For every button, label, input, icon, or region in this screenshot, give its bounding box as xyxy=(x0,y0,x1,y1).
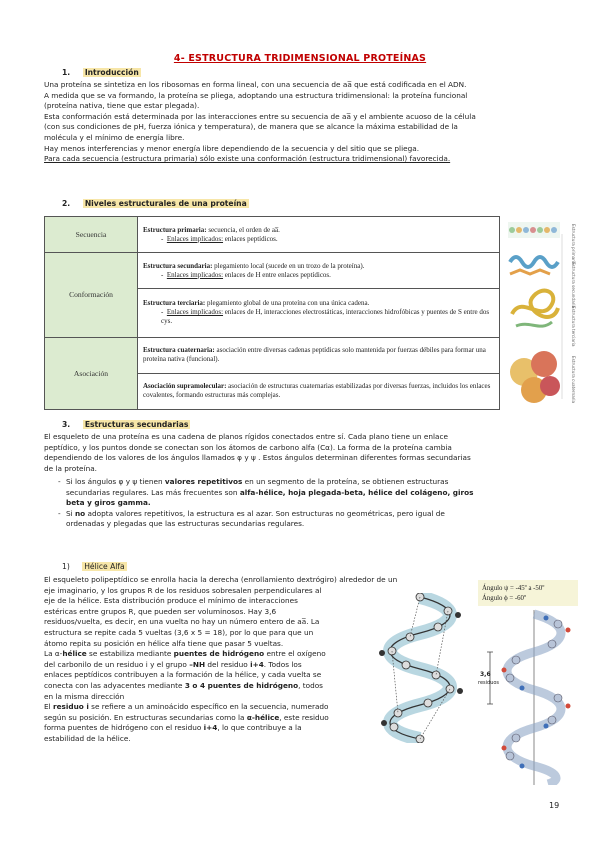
b: hélice xyxy=(62,649,87,659)
angle-phi: Ángulo ϕ = -60º xyxy=(482,595,527,602)
side-label-tertiary: Estructura terciaria xyxy=(571,306,576,347)
supra-term: Asociación supramolecular: xyxy=(143,382,227,391)
bullet-2-text: Si xyxy=(66,508,75,518)
quaternary-complex-image xyxy=(510,351,560,403)
paragraph-line: molécula y el mínimo de energía libre. xyxy=(44,132,185,142)
paragraph-line: peptídico, y los puntos donde se conectan son los átomos de carbono alfa (Cα). La forma de la proteína cambia xyxy=(44,442,452,452)
t: conecta con las adyacentes mediante xyxy=(44,680,185,690)
side-label-primary: Estructura primaria xyxy=(571,224,576,265)
bullet-1-text-end: en un segmento de la proteína, se obtienen estructuras xyxy=(242,477,449,486)
section-2-number: 2. xyxy=(62,199,71,208)
side-label-quaternary: Estructura cuaternaria xyxy=(571,356,576,404)
terciaria-term: Estructura terciaria: xyxy=(143,299,206,308)
paragraph-line: Esta conformación está determinada por las interacciones entre su secuencia de aa̅ y el ambiente acuoso de la célula xyxy=(44,111,476,121)
bullet-list xyxy=(58,477,474,530)
secundaria-links-label: Enlaces implicados: xyxy=(166,270,224,279)
t: del carbonilo de un residuo i y el grupo xyxy=(44,659,190,669)
terciaria-links-label: Enlaces implicados: xyxy=(166,308,224,317)
label-asociacion: Asociación xyxy=(45,337,138,409)
alpha-helix-ball-stick-image xyxy=(370,593,470,743)
b: α-hélice xyxy=(246,712,280,722)
section-3-body xyxy=(44,432,564,474)
primaria-text: secuencia, el orden de aa̅. xyxy=(206,225,280,234)
t: según su posición. En estructuras secundarias como la xyxy=(44,712,247,722)
t: , lo que contribuye a la xyxy=(217,723,302,733)
t: forma puentes de hidrógeno con el residuo xyxy=(44,723,204,733)
b: i+4 xyxy=(203,723,218,733)
side-label-secondary: Estructura secundaria xyxy=(571,262,576,309)
paragraph-line: eje de la hélice. Esta distribución produce el mínimo de interacciones xyxy=(44,596,298,606)
bullet-2-bold: no xyxy=(74,508,86,518)
tertiary-fold-image xyxy=(512,291,558,327)
section-2-heading xyxy=(62,199,249,208)
paragraph-line: eje imaginario, y los grupos R de los residuos sobresalen perpendiculares al xyxy=(44,585,322,595)
bullet-1-l3-bold: beta y giros gamma. xyxy=(66,498,151,508)
t: La α- xyxy=(44,649,63,659)
secondary-helix-image xyxy=(510,257,558,274)
secundaria-links: enlaces de H entre enlaces peptídicos. xyxy=(223,270,331,279)
t: . Todos los xyxy=(263,659,302,669)
page-number: 19 xyxy=(549,801,560,810)
paragraph-line: en la misma dirección xyxy=(44,691,125,701)
primary-chain-image xyxy=(508,222,560,238)
terciaria-text: plegamiento global de una proteína con una única cadena. xyxy=(205,299,370,308)
section-3-number: 3. xyxy=(62,420,71,429)
bullet-1-l2-bold: alfa-hélice, hoja plegada-beta, hélice del colágeno, giros xyxy=(239,487,474,497)
paragraph-line: de la proteína. xyxy=(44,463,97,473)
t: se refiere a un aminoácido específico en la secuencia, numerado xyxy=(88,702,329,712)
section-2-title: Niveles estructurales de una proteína xyxy=(84,199,247,208)
cell-cuaternaria xyxy=(138,337,500,373)
bullet-2-text-end: adopta valores repetitivos, la estructura es al azar. Son estructuras no geométricas, pero igual de xyxy=(85,508,445,518)
paragraph-line: (con sus condiciones de pH, fuerza iónica y temperatura), de manera que se alcance la máxima estabilidad de la xyxy=(44,122,458,132)
bullet-2: - Si no adopta valores repetitivos, la estructura es al azar. Son estructuras no geométricas, pero igual de xyxy=(58,508,445,518)
cell-primaria: Estructura primaria: secuencia, el orden de aa̅. - Enlaces implicados: enlaces peptídicos. xyxy=(138,217,500,253)
t: , este residuo xyxy=(279,712,329,722)
alfa-heading xyxy=(62,562,127,571)
paragraph-line: residuos/vuelta, es decir, en una vuelta no hay un número entero de aa̅. La xyxy=(44,617,320,627)
label-secuencia: Secuencia xyxy=(45,217,138,253)
paragraph-line: enlaces peptídicos contribuyen a la formación de la hélice, y cada vuelta se xyxy=(44,670,322,680)
bullet-1-line-2 xyxy=(66,488,474,499)
cuaternaria-term: Estructura cuaternaria: xyxy=(143,346,215,355)
label-conformacion: Conformación xyxy=(45,253,138,338)
terciaria-links: enlaces de H, interacciones electrostáticas, interacciones hidrofóbicas y puentes de S entre dos cys. xyxy=(161,308,490,326)
primaria-term: Estructura primaria: xyxy=(143,225,207,234)
bullet-1: - Si los ángulos φ y ψ tienen valores repetitivos en un segmento de la proteína, se obtienen estructuras xyxy=(58,477,449,486)
bullet-2-line-2: ordenadas y plegadas que las estructuras secundarias regulares. xyxy=(66,519,305,529)
paragraph-line: (proteína nativa, tiene que estar plegada). xyxy=(44,101,200,111)
paragraph-line: A medida que se va formando, la proteína se pliega, adoptando una estructura tridimensional: la proteína funcional xyxy=(44,90,468,100)
section-1-body xyxy=(44,80,564,165)
bullet-1-bold: valores repetitivos xyxy=(164,477,243,486)
secundaria-term: Estructura secundaria: xyxy=(143,261,213,270)
protein-levels-illustration xyxy=(506,214,578,414)
paragraph-line: estéricas entre grupos R, que pueden ser voluminosos. Hay 3,6 xyxy=(44,606,277,616)
angle-psi: Ángulo ψ = -45º a -50º xyxy=(482,585,545,592)
secundaria-text: plegamiento local (sucede en un trozo de la proteína). xyxy=(212,261,365,270)
t: , todos xyxy=(298,680,323,690)
cuaternaria-text: asociación entre diversas cadenas peptídicas solo mantenida por fuerzas débiles para formar una proteína nativa (funcional). xyxy=(143,346,486,364)
paragraph-line: dependiendo de los valores de los ángulos llamados φ y ψ . Estos ángulos determinan diferentes formas secundarias xyxy=(44,453,471,463)
t: se estabiliza mediante xyxy=(86,649,174,659)
paragraph-line: átomo repita su posición en hélice alfa tiene que pasar 5 vueltas. xyxy=(44,638,284,648)
paragraph-line: Hay menos interferencias y menor energía libre dependiendo de la secuencia y del sitio que se pliega. xyxy=(44,143,420,153)
section-3-title: Estructuras secundarias xyxy=(84,420,189,429)
primaria-links-label: Enlaces implicados: xyxy=(166,234,224,243)
paragraph-line: El esqueleto de una proteína es una cadena de planos rígidos conectados entre sí. Cada plano tiene un enlace xyxy=(44,432,448,441)
cell-terciaria: Estructura terciaria: plegamiento global de una proteína con una única cadena. - Enlaces implicados: enlaces de H, interacciones electrostáticas, interacciones hidrofóbicas y puentes de S entre dos cys. xyxy=(138,289,500,338)
supra-text: asociación de estructuras cuaternarias estabilizadas por diversas fuerzas, incluidos los enlaces covalentes, formando estructuras más complejas. xyxy=(143,382,491,400)
primaria-links: enlaces peptídicos. xyxy=(223,234,278,243)
structural-levels-table xyxy=(44,216,500,410)
alpha-helix-model-image xyxy=(478,580,578,785)
underlined-statement: Para cada secuencia (estructura primaria) sólo existe una conformación (estructura tridimensional) favorecida. xyxy=(44,154,451,164)
b: 3 o 4 puentes de hidrógeno xyxy=(184,680,299,690)
residues-value: 3,6 xyxy=(480,671,491,678)
bullet-1-text: Si los ángulos φ y ψ tienen xyxy=(66,477,165,486)
t: del residuo xyxy=(205,659,251,669)
b: –NH xyxy=(189,659,206,669)
residues-label: residuos xyxy=(478,680,500,686)
paragraph-line: estabilidad de la hélice. xyxy=(44,733,131,743)
paragraph-line: Una proteína se sintetiza en los ribosomas en forma lineal, con una secuencia de aa̅ que está codificada en el ADN. xyxy=(44,80,467,89)
t: El xyxy=(44,702,53,712)
bullet-1-l2-text: secundarias regulares. Las más frecuentes son xyxy=(66,487,240,497)
bullet-1-line-3 xyxy=(66,498,474,509)
section-1-title: Introducción xyxy=(84,68,139,77)
t: entre el oxígeno xyxy=(264,649,326,659)
cell-supramolecular xyxy=(138,373,500,409)
cell-secundaria: Estructura secundaria: plegamiento local (sucede en un trozo de la proteína). - Enlaces implicados: enlaces de H entre enlaces peptídicos. xyxy=(138,253,500,289)
section-1-heading xyxy=(62,68,141,77)
alfa-number: 1) xyxy=(62,562,70,571)
paragraph-line: El esqueleto polipeptídico se enrolla hacia la derecha (enrollamiento dextrógiro) alrededor de un xyxy=(44,575,398,584)
section-1-number: 1. xyxy=(62,68,71,77)
alfa-title: Hélice Alfa xyxy=(84,562,125,571)
page-title: 4- ESTRUCTURA TRIDIMENSIONAL PROTEÍNAS xyxy=(173,53,427,64)
b: i+4 xyxy=(250,659,264,669)
b: residuo i xyxy=(52,702,89,712)
section-3-heading xyxy=(62,420,190,429)
b: puentes de hidrógeno xyxy=(173,649,265,659)
paragraph-line: estructura se repite cada 5 vueltas (3,6 x 5 = 18), por lo que para que un xyxy=(44,627,314,637)
